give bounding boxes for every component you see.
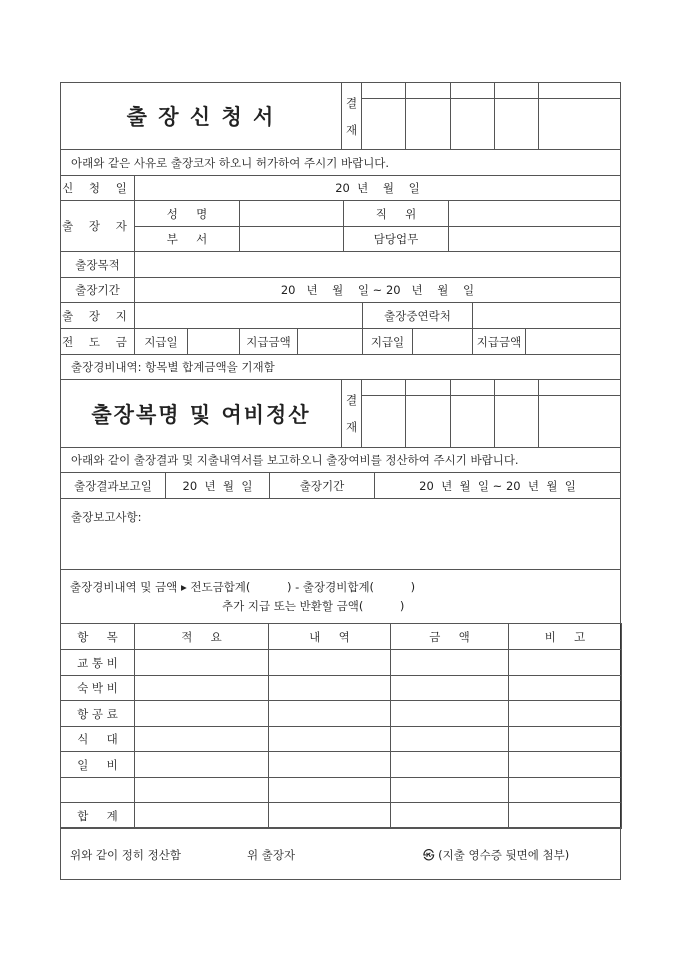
- approval-head[interactable]: [494, 379, 539, 396]
- table-cell[interactable]: [390, 675, 509, 701]
- table-cell[interactable]: [390, 726, 509, 752]
- approval-head[interactable]: [494, 82, 539, 99]
- pay-date-field-1[interactable]: [187, 328, 240, 355]
- approval-sign[interactable]: [450, 98, 495, 150]
- report-label: 출장보고사항:: [71, 510, 142, 524]
- table-header-cell: 금 액: [390, 623, 509, 650]
- table-cell[interactable]: [268, 802, 391, 829]
- contact-field[interactable]: [472, 302, 621, 329]
- table-row-label: 일 비: [60, 751, 135, 778]
- calc-area: [60, 569, 621, 624]
- approval-sign[interactable]: [538, 395, 621, 448]
- report-area[interactable]: [60, 498, 621, 570]
- calc-line-1: 출장경비내역 및 금액 ▸ 전도금합계( ) - 출장경비합계( ): [70, 580, 416, 594]
- approval-head[interactable]: [538, 82, 621, 99]
- approval-char: 재: [345, 420, 358, 435]
- settlement-title-cell: [60, 379, 342, 448]
- table-cell[interactable]: [508, 649, 622, 676]
- table-cell[interactable]: [134, 726, 269, 752]
- approval-char: 결: [345, 392, 358, 407]
- settlement-title: 출장복명 및 여비정산: [91, 401, 311, 427]
- table-cell[interactable]: [134, 700, 269, 727]
- period-field[interactable]: 20 년 월 일 ~ 20 년 월 일: [134, 277, 621, 303]
- table-cell[interactable]: [390, 751, 509, 778]
- approval-sign[interactable]: [405, 395, 451, 448]
- request-title-cell: [60, 82, 342, 150]
- table-cell[interactable]: [134, 649, 269, 676]
- table-header-cell: 적 요: [134, 623, 269, 650]
- table-row-label: [60, 777, 135, 803]
- table-header-cell: 내 역: [268, 623, 391, 650]
- traveler-label: 출 장 자: [60, 200, 135, 252]
- table-row-label: 항 공 료: [60, 700, 135, 727]
- approval-sign[interactable]: [361, 395, 406, 448]
- approval-char: 결: [345, 95, 358, 110]
- footer-left: 위와 같이 정히 정산함: [70, 848, 181, 862]
- table-cell[interactable]: [134, 751, 269, 778]
- approval-head[interactable]: [538, 379, 621, 396]
- place-field[interactable]: [134, 302, 363, 329]
- table-cell[interactable]: [508, 802, 622, 829]
- table-row-label: 숙 박 비: [60, 675, 135, 701]
- report-date-field[interactable]: 20 년 월 일: [165, 472, 270, 499]
- table-cell[interactable]: [390, 649, 509, 676]
- purpose-field[interactable]: [134, 251, 621, 278]
- table-cell[interactable]: [508, 700, 622, 727]
- table-header-cell: 항 목: [60, 623, 135, 650]
- approval-sign[interactable]: [405, 98, 451, 150]
- table-cell[interactable]: [268, 726, 391, 752]
- settlement-period-label: 출장기간: [269, 472, 375, 499]
- position-field[interactable]: [448, 200, 621, 227]
- dept-label: 부 서: [134, 226, 240, 252]
- pay-date-label-1: 지급일: [134, 328, 188, 355]
- date-label: 신 청 일: [60, 175, 135, 201]
- request-intro: 아래와 같은 사유로 출장코자 하오니 허가하여 주시기 바랍니다.: [60, 149, 621, 176]
- name-field[interactable]: [239, 200, 344, 227]
- table-header-cell: 비 고: [508, 623, 622, 650]
- table-cell[interactable]: [268, 700, 391, 727]
- table-cell[interactable]: [268, 751, 391, 778]
- calc-line-2: 추가 지급 또는 반환할 금액( ): [222, 599, 405, 613]
- settlement-period-field[interactable]: 20 년 월 일 ~ 20 년 월 일: [374, 472, 621, 499]
- approval-head[interactable]: [361, 82, 406, 99]
- approval-head[interactable]: [450, 379, 495, 396]
- approval-label: [341, 82, 362, 150]
- approval-sign[interactable]: [361, 98, 406, 150]
- table-cell[interactable]: [268, 777, 391, 803]
- pay-date-label-2: 지급일: [362, 328, 413, 355]
- period-label: 출장기간: [60, 277, 135, 303]
- pay-amount-label-2: 지급금액: [472, 328, 526, 355]
- pay-amount-field-1[interactable]: [297, 328, 363, 355]
- approval-head[interactable]: [405, 379, 451, 396]
- table-cell[interactable]: [508, 726, 622, 752]
- approval-char: 재: [345, 122, 358, 137]
- footer-right: ㉿ (지출 영수증 뒷면에 첨부): [423, 848, 570, 862]
- place-label: 출 장 지: [60, 302, 135, 329]
- approval-sign[interactable]: [538, 98, 621, 150]
- request-title: 출 장 신 청 서: [126, 104, 276, 129]
- approval-sign[interactable]: [494, 395, 539, 448]
- table-cell[interactable]: [390, 802, 509, 829]
- contact-label: 출장중연락처: [362, 302, 473, 329]
- table-cell[interactable]: [508, 777, 622, 803]
- table-cell[interactable]: [134, 802, 269, 829]
- table-cell[interactable]: [508, 751, 622, 778]
- table-cell[interactable]: [390, 777, 509, 803]
- footer-signer: 위 출장자: [247, 848, 296, 862]
- report-date-label: 출장결과보고일: [60, 472, 166, 499]
- date-field[interactable]: 20 년 월 일: [134, 175, 621, 201]
- approval-sign[interactable]: [450, 395, 495, 448]
- dept-field[interactable]: [239, 226, 344, 252]
- approval-sign[interactable]: [494, 98, 539, 150]
- pay-amount-field-2[interactable]: [525, 328, 621, 355]
- table-cell[interactable]: [268, 649, 391, 676]
- table-cell[interactable]: [508, 675, 622, 701]
- table-row-label: 교 통 비: [60, 649, 135, 676]
- approval-label: [341, 379, 362, 448]
- position-label: 직 위: [343, 200, 449, 227]
- table-cell[interactable]: [134, 675, 269, 701]
- pay-amount-label-1: 지급금액: [239, 328, 298, 355]
- table-cell[interactable]: [134, 777, 269, 803]
- approval-head[interactable]: [450, 82, 495, 99]
- pay-date-field-2[interactable]: [412, 328, 473, 355]
- table-row-label: 식 대: [60, 726, 135, 752]
- settlement-intro: 아래와 같이 출장결과 및 지출내역서를 보고하오니 출장여비를 정산하여 주시기 바랍니다.: [60, 447, 621, 473]
- table-row-label: 합 계: [60, 802, 135, 829]
- approval-head[interactable]: [405, 82, 451, 99]
- table-cell[interactable]: [268, 675, 391, 701]
- advance-label: 전 도 금: [60, 328, 135, 355]
- duty-field[interactable]: [448, 226, 621, 252]
- approval-head[interactable]: [361, 379, 406, 396]
- duty-label: 담당업무: [343, 226, 449, 252]
- name-label: 성 명: [134, 200, 240, 227]
- purpose-label: 출장목적: [60, 251, 135, 278]
- table-cell[interactable]: [390, 700, 509, 727]
- expense-note: 출장경비내역: 항목별 합계금액을 기재함: [60, 354, 621, 380]
